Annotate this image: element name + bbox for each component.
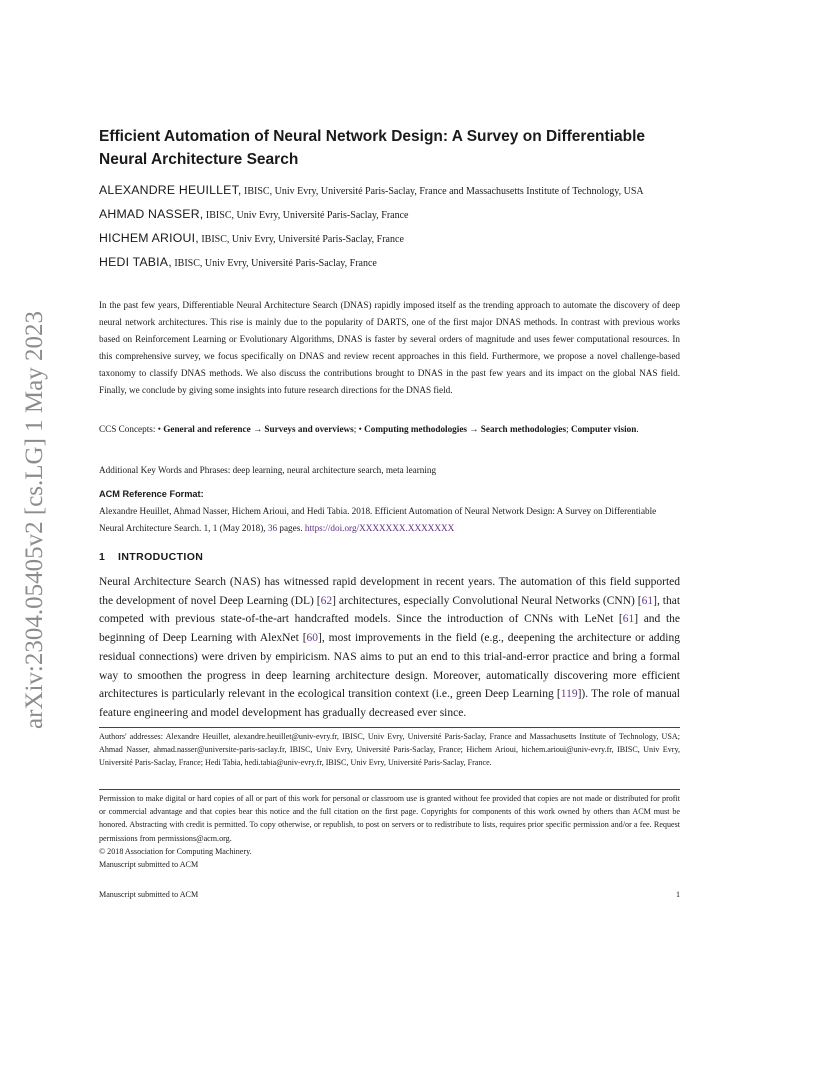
ccs-label: CCS Concepts: •: [99, 424, 164, 434]
paper-title: Efficient Automation of Neural Network Design: A Survey on Differentiable Neural Architecture Search: [99, 128, 646, 168]
page-count-link[interactable]: 36: [267, 523, 278, 533]
author-1: [99, 179, 680, 203]
section-heading: [99, 551, 680, 563]
ccs-concept: Computing methodologies → Search methodologies: [364, 424, 567, 434]
author-affiliation: IBISC, Univ Evry, Université Paris-Saclay, France: [198, 234, 404, 245]
intro-text: ], that competed with previous state-of-the-art handcrafted models. Since the introduction of CNNs with LeNet [: [99, 594, 681, 626]
author-affiliation: IBISC, Univ Evry, Université Paris-Saclay, France: [171, 258, 377, 269]
page-footer: [99, 890, 680, 899]
abstract: In the past few years, Differentiable Neural Architecture Search (DNAS) rapidly imposed itself as the trending approach to automate the discovery of deep neural network architectures. This rise is mainly due to the popularity of DARTS, one of the first major DNAS methods. In contrast with previous works based on Reinforcement Learning or Evolutionary Algorithms, DNAS is faster by several orders of magnitude and uses fewer computational resources. In this comprehensive survey, we focus specifically on DNAS and review recent approaches in this field. Furthermore, we propose a novel challenge-based taxonomy to classify DNAS methods. We also discuss the contributions brought to DNAS in the past few years and its impact on the global NAS field. Finally, we conclude by giving some insights into future research directions for the DNAS field.: [99, 300, 680, 395]
acm-reference-suffix: pages.: [277, 523, 305, 533]
citation-link[interactable]: 61: [622, 613, 635, 626]
ccs-concepts: [99, 421, 680, 438]
acm-reference-text: Alexandre Heuillet, Ahmad Nasser, Hichem Arioui, and Hedi Tabia. 2018. Efficient Automation of Neural Network Design: A Survey on Differentiable Neural Architecture Search. 1, 1 (May 2018),: [99, 506, 657, 533]
permission-notice: Permission to make digital or hard copies of all or part of this work for personal or classroom use is granted without fee provided that copies are not made or distributed for profit or commercial advantage and that copies bear this notice and the full citation on the first page. Copyrights for components of this work owned by others than ACM must be honored. Abstracting with credit is permitted. To copy otherwise, or republish, to post on servers or to redistribute to lists, requires prior specific permission and/or a fee. Request permissions from permissions@acm.org.: [99, 794, 680, 843]
footer-left: Manuscript submitted to ACM: [99, 890, 199, 899]
author-name: HICHEM ARIOUI,: [99, 231, 199, 245]
intro-text: ]). The role of manual feature engineering and model development has gradually decreased ever since.: [99, 688, 680, 719]
author-name: ALEXANDRE HEUILLET,: [99, 183, 242, 197]
citation-link[interactable]: 61: [641, 594, 654, 607]
authors-addresses: Authors' addresses: Alexandre Heuillet, alexandre.heuillet@univ-evry.fr, IBISC, Univ Evry, Université Paris-Saclay, France and Massachusetts Institute of Technology, USA; Ahmad Nasser, ahmad.nasser@universite-paris-saclay.fr, IBISC, Univ Evry, Université Paris-Saclay, France; Hichem Arioui, hichem.arioui@univ-evry.fr, IBISC, Univ Evry, Université Paris-Saclay, France; Hedi Tabia, hedi.tabia@univ-evry.fr, IBISC, Univ Evry, Université Paris-Saclay, France.: [99, 732, 680, 767]
author-name: AHMAD NASSER,: [99, 207, 204, 221]
doi-link[interactable]: https://doi.org/XXXXXXX.XXXXXXX: [304, 523, 455, 533]
intro-text: Neural Architecture Search (NAS) has witnessed rapid development in recent years. The automation of this field supported the development of novel Deep Learning (DL) [: [99, 576, 680, 607]
ccs-end: .: [636, 424, 639, 434]
page-number: 1: [675, 890, 680, 899]
permission-block: [99, 792, 680, 871]
ccs-concept: Computer vision: [570, 424, 637, 434]
keywords: Additional Key Words and Phrases: deep learning, neural architecture search, meta learning: [99, 465, 437, 475]
permission-divider: [99, 789, 680, 790]
section-title: INTRODUCTION: [118, 551, 204, 563]
author-list: [99, 179, 680, 275]
citation-link[interactable]: 119: [560, 688, 578, 701]
author-4: [99, 251, 680, 275]
intro-text: ], most improvements in the field (e.g., deepening the architecture or adding residual connections) were driven by empiricism. NAS aims to put an end to this trial-and-error practice and bring a formal way to smoothen the progress in deep learning architecture design. Moreover, automatically discovering more efficient architectures is particularly relevant in the ecological transition context (i.e., green Deep Learning [: [99, 632, 680, 701]
acm-reference-heading: ACM Reference Format:: [99, 489, 204, 499]
copyright-notice: © 2018 Association for Computing Machinery.: [99, 846, 252, 856]
ccs-concept: General and reference → Surveys and overviews: [163, 424, 354, 434]
intro-paragraph: [99, 573, 680, 723]
intro-text: ] and the beginning of Deep Learning with AlexNet [: [99, 613, 680, 645]
acm-reference: [99, 486, 680, 537]
author-2: [99, 203, 680, 227]
author-name: HEDI TABIA,: [99, 255, 172, 269]
ccs-separator: ; •: [353, 424, 365, 434]
ccs-separator: ;: [566, 424, 571, 434]
arxiv-watermark: [20, 285, 50, 755]
intro-text: ] architectures, especially Convolutional Neural Networks (CNN) [: [332, 594, 642, 607]
author-affiliation: IBISC, Univ Evry, Université Paris-Saclay, France and Massachusetts Institute of Technology, USA: [241, 186, 644, 197]
section-number: 1: [99, 551, 106, 563]
manuscript-note: Manuscript submitted to ACM: [99, 860, 199, 870]
author-3: [99, 227, 680, 251]
citation-link[interactable]: 60: [306, 632, 319, 645]
citation-link[interactable]: 62: [320, 594, 333, 607]
footnote-divider: [99, 727, 680, 728]
arxiv-id: arXiv:2304.05405v2 [cs.LG] 1 May 2023: [21, 311, 48, 729]
author-affiliation: IBISC, Univ Evry, Université Paris-Saclay, France: [203, 210, 409, 221]
